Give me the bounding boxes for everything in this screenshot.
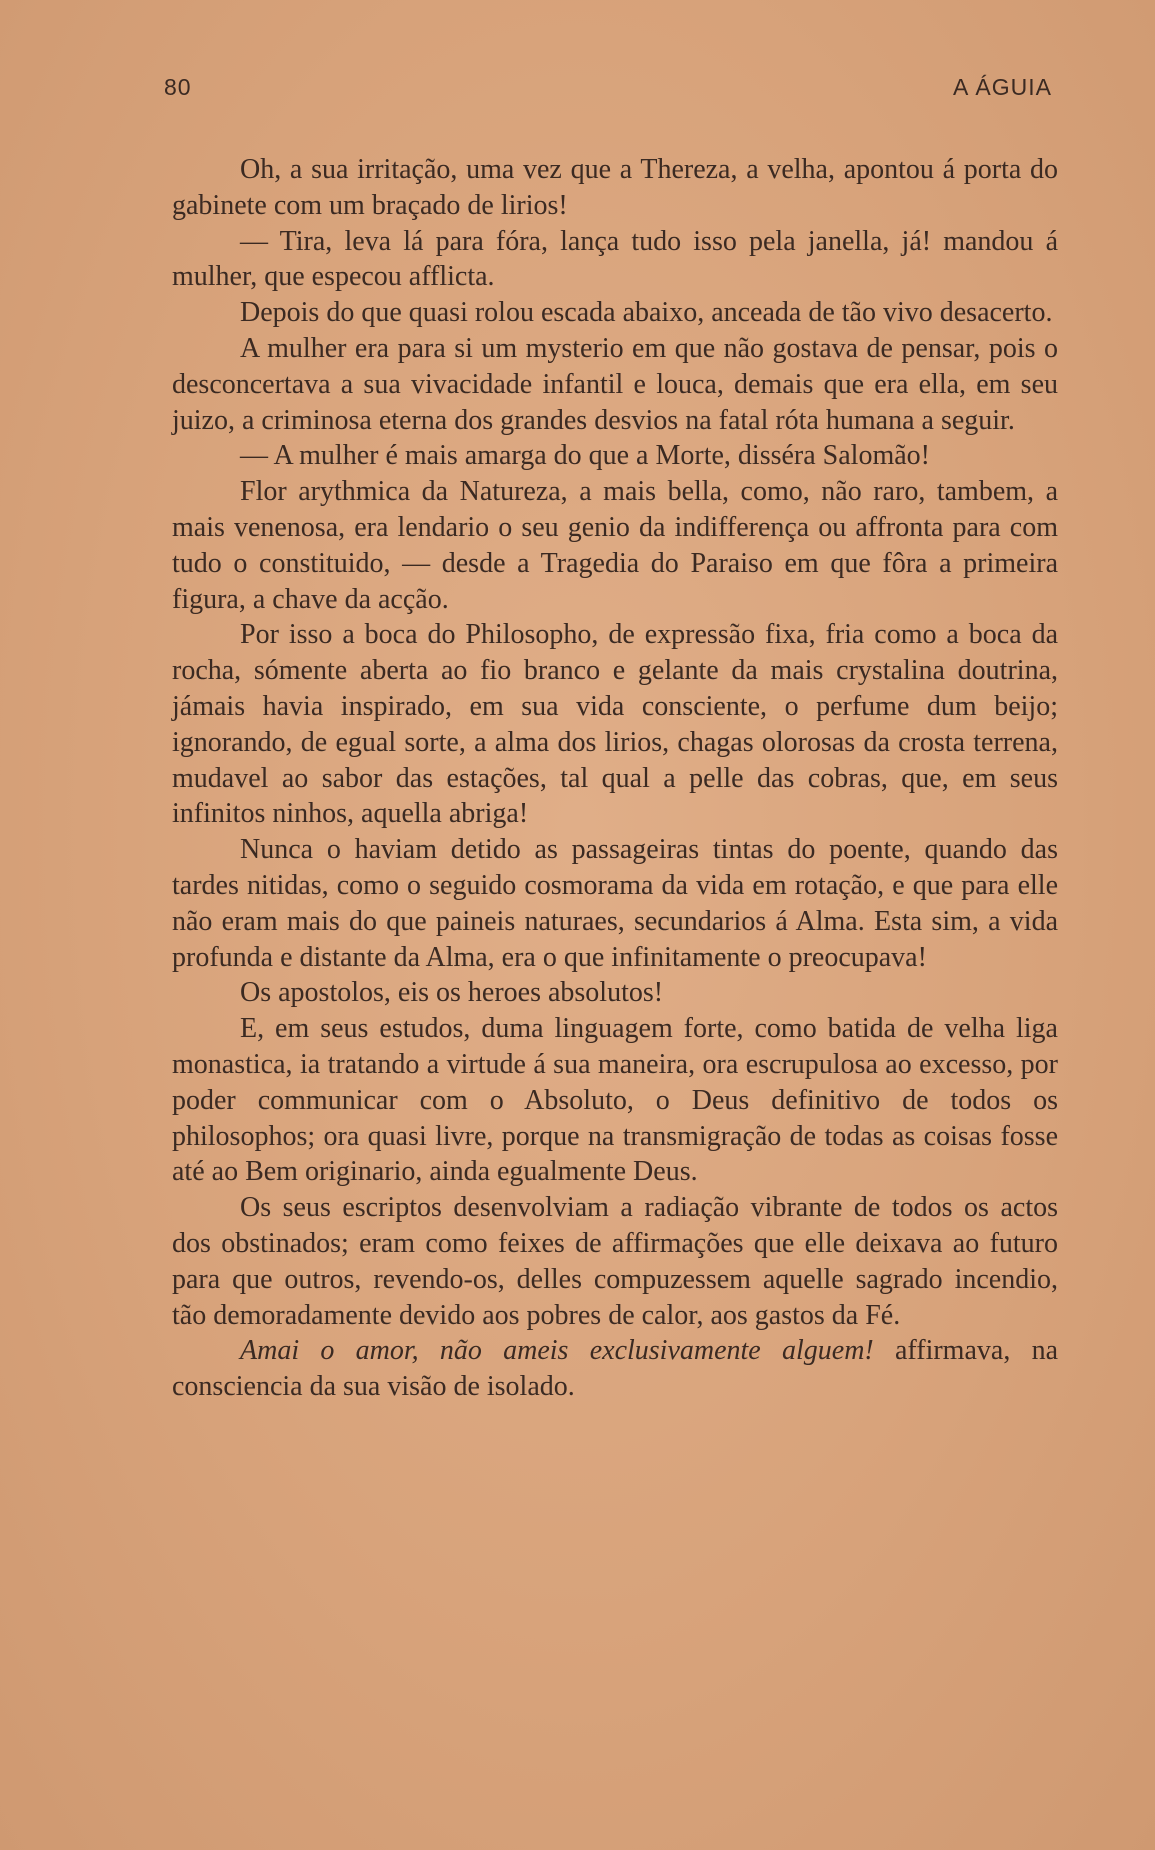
paragraph: Oh, a sua irritação, uma vez que a Thereza, a velha, apontou á porta do gabinete com um braçado de lirios! [172,154,1058,221]
italic-quote: Amai o amor, não ameis exclusivamente alguem! [240,1335,874,1367]
paragraph: Flor arythmica da Natureza, a mais bella, como, não raro, tambem, a mais venenosa, era lendario o seu genio da indifferença ou affronta para com tudo o constituido, — desde a Tragedia do Paraiso em que fôra a primeira figura, a chave da acção. [172,476,1058,615]
paragraph: Os seus escriptos desenvolviam a radiação vibrante de todos os actos dos obstinados; eram como feixes de affirmações que elle deixava ao futuro para que outros, revendo-os, delles compuzessem aquelle sagrado incendio, tão demoradamente devido aos pobres de calor, aos gastos da Fé. [172,1192,1058,1331]
page-number: 80 [164,74,192,100]
paragraph: A mulher era para si um mysterio em que não gostava de pensar, pois o desconcertava a sua vivacidade infantil e louca, demais que era ella, em seu juizo, a criminosa eterna dos grandes desvios na fatal róta humana a seguir. [172,332,1058,436]
page-header [164,74,1052,106]
running-title: A ÁGUIA [952,74,1052,100]
body-text [172,152,1058,1405]
paragraph: Os apostolos, eis os heroes absolutos! [240,977,664,1009]
paragraph: Por isso a boca do Philosopho, de expressão fixa, fria como a boca da rocha, sómente aberta ao fio branco e gelante da mais crystalina doutrina, jámais havia inspirado, em sua vida consciente, o perfume dum beijo; ignorando, de egual sorte, a alma dos lirios, chagas olorosas da crosta terrena, mudavel ao sabor das estações, tal qual a pelle das cobras, que, em seus infinitos ninhos, aquella abriga! [172,619,1058,830]
paragraph: E, em seus estudos, duma linguagem forte, como batida de velha liga monastica, ia tratando a virtude á sua maneira, ora escrupulosa ao excesso, por poder communicar com o Absoluto, o Deus definitivo de todos os philosophos; ora quasi livre, porque na transmigração de todas as coisas fosse até ao Bem originario, ainda egualmente Deus. [172,1013,1058,1188]
paragraph: Nunca o haviam detido as passageiras tintas do poente, quando das tardes nitidas, como o seguido cosmorama da vida em rotação, e que para elle não eram mais do que paineis naturaes, secundarios á Alma. Esta sim, a vida profunda e distante da Alma, era o que infinitamente o preocupava! [172,834,1058,973]
paragraph: Depois do que quasi rolou escada abaixo, anceada de tão vivo desacerto. [240,297,1053,329]
paragraph: — A mulher é mais amarga do que a Morte, disséra Salomão! [240,440,930,472]
paragraph: — Tira, leva lá para fóra, lança tudo isso pela janella, já! mandou á mulher, que especou afflicta. [172,225,1058,293]
closing-paragraph [172,1333,1058,1405]
closing-text: affirmava, na consciencia da sua visão de isolado. [172,1335,1058,1403]
